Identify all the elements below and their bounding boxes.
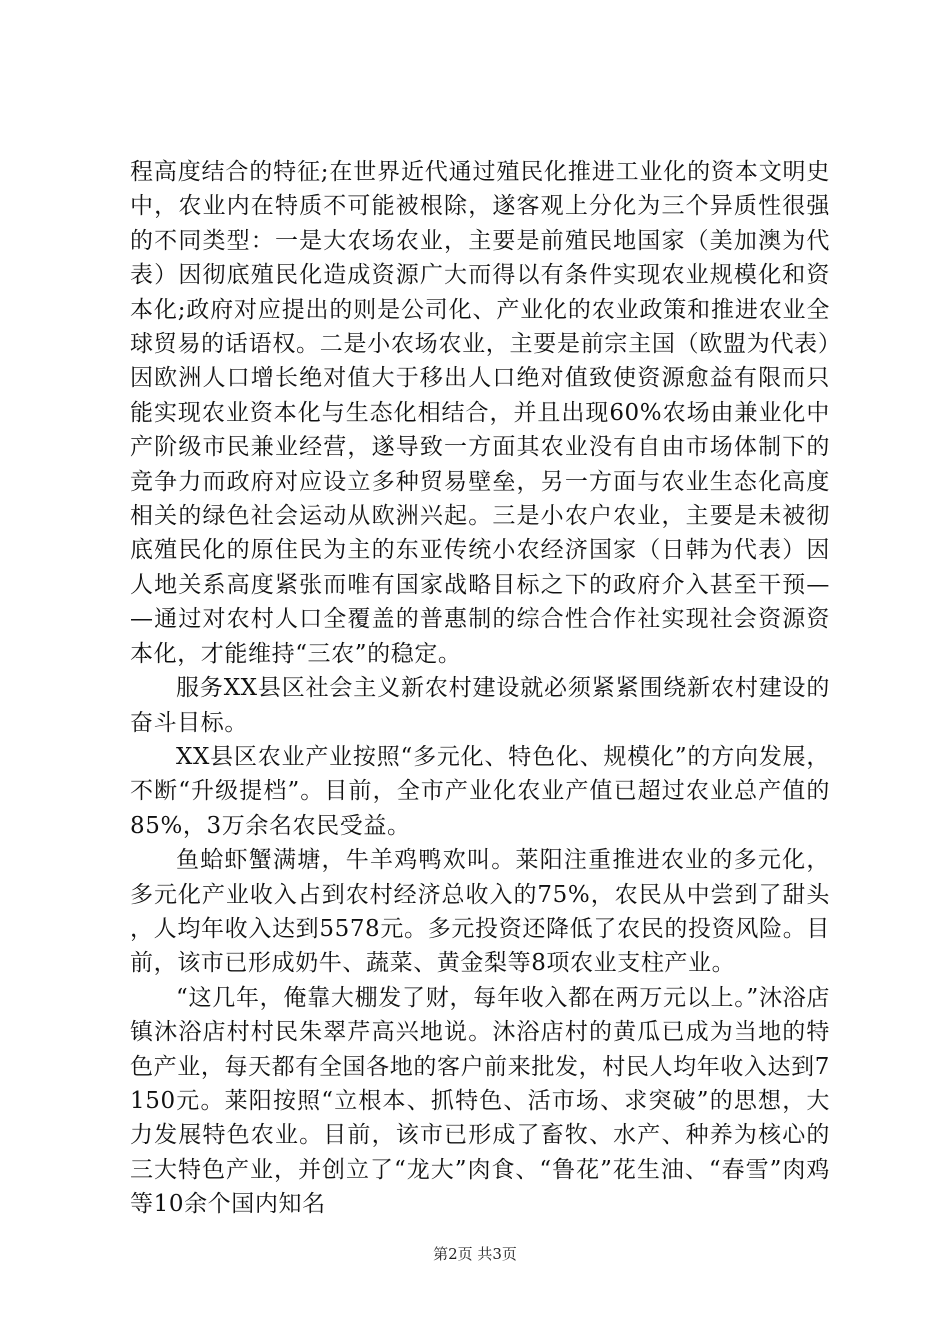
paragraph-3: XX县区农业产业按照“多元化、特色化、规模化”的方向发展，不断“升级提档”。目前，全市产业化农业产值已超过农业总产值的85%，3万余名农民受益。 bbox=[130, 743, 830, 839]
paragraph-2: 服务XX县区社会主义新农村建设就必须紧紧围绕新农村建设的奋斗目标。 bbox=[130, 675, 830, 736]
paragraph-1: 程高度结合的特征;在世界近代通过殖民化推进工业化的资本文明史中，农业内在特质不可能被根除，遂客观上分化为三个异质性很强的不同类型：一是大农场农业，主要是前殖民地国家（美加澳为代表）因彻底殖民化造成资源广大而得以有条件实现农业规模化和资本化;政府对应提出的则是公司化、产业化的农业政策和推进农业全球贸易的话语权。二是小农场农业，主要是前宗主国（欧盟为代表）因欧洲人口增长绝对值大于移出人口绝对值致使资源愈益有限而只能实现农业资本化与生态化相结合，并且出现60%农场由兼业化中产阶级市民兼业经营，遂导致一方面其农业没有自由市场体制下的竞争力而政府对应设立多种贸易壁垒，另一方面与农业生态化高度相关的绿色社会运动从欧洲兴起。三是小农户农业，主要是未被彻底殖民化的原住民为主的东亚传统小农经济国家（日韩为代表）因人地关系高度紧张而唯有国家战略目标之下的政府介入甚至干预——通过对农村人口全覆盖的普惠制的综合性合作社实现社会资源资本化，才能维持“三农”的稳定。 bbox=[130, 159, 830, 667]
paragraph-5: “这几年，俺靠大棚发了财，每年收入都在两万元以上。”沐浴店镇沐浴店村村民朱翠芹高兴地说。沐浴店村的黄瓜已成为当地的特色产业，每天都有全国各地的客户前来批发，村民人均年收入达到7150元。莱阳按照“立根本、抓特色、活市场、求突破”的思想，大力发展特色农业。目前，该市已形成了畜牧、水产、种养为核心的三大特色产业，并创立了“龙大”肉食、“鲁花”花生油、“春雪”肉鸡等10余个国内知名 bbox=[130, 984, 830, 1218]
document-body bbox=[130, 155, 830, 1222]
page-number-footer: 第2页 共3页 bbox=[433, 1245, 517, 1263]
paragraph-4: 鱼蛤虾蟹满塘，牛羊鸡鸭欢叫。莱阳注重推进农业的多元化，多元化产业收入占到农村经济总收入的75%，农民从中尝到了甜头，人均年收入达到5578元。多元投资还降低了农民的投资风险。目前，该市已形成奶牛、蔬菜、黄金梨等8项农业支柱产业。 bbox=[130, 847, 830, 977]
